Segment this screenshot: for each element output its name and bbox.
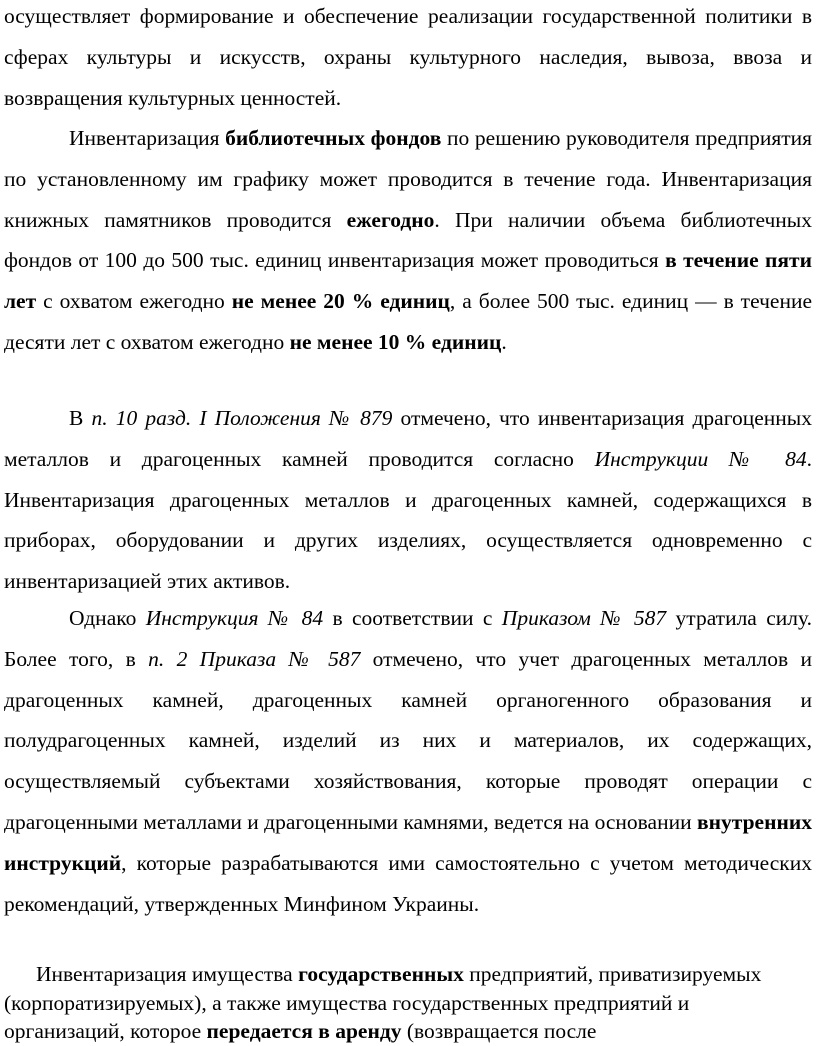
bold-text: в течение пяти лет xyxy=(4,248,812,314)
text: . Инвентаризация драгоценных металлов и драгоценных камней, содержащихся в приборах, оборудовании и других изделиях, осуществляется одновременно с инвентаризацией этих активов. xyxy=(4,446,813,594)
text: Инвентаризация имущества xyxy=(36,962,299,986)
italic-reference: п. 2 Приказа № 587 xyxy=(148,646,361,671)
text: (возвращается после xyxy=(401,1019,597,1043)
paragraph-4 xyxy=(4,598,812,924)
text: . xyxy=(501,329,507,354)
italic-reference: Инструкция № 84 xyxy=(145,606,324,630)
italic-reference: Инструкции № 84 xyxy=(594,446,807,471)
bold-text: не менее 20 % единиц xyxy=(231,289,450,314)
italic-reference: Приказом № 587 xyxy=(501,606,667,630)
text: . При наличии объема библиотечных фондов от 100 до 500 тыс. единиц инвентаризация может проводиться xyxy=(4,207,812,273)
text: В xyxy=(69,406,92,430)
text: Однако xyxy=(69,606,146,630)
bold-text: библиотечных фондов xyxy=(225,126,442,150)
text: по решению руководителя предприятия по установленному им графику может проводится в течение года. Инвентаризация книжных памятников проводится xyxy=(4,126,813,232)
paragraph-2 xyxy=(4,118,812,363)
paragraph-5 xyxy=(4,960,812,1046)
bold-text: ежегодно xyxy=(346,207,435,232)
text: , которые разрабатываются ими самостоятельно с учетом методических рекомендаций, утвержденных Минфином Украины. xyxy=(4,850,812,916)
text: Инвентаризация xyxy=(69,126,226,150)
bold-text: не менее 10 % единиц xyxy=(289,329,502,354)
text: предприятий, приватизируемых (корпоратизируемых), а также имущества государственных предприятий и организаций, которое xyxy=(4,962,762,1043)
text: отмечено, что инвентаризация драгоценных металлов и драгоценных камней проводится согласно xyxy=(4,406,812,471)
text: с охватом ежегодно xyxy=(36,289,232,314)
text: , а более 500 тыс. единиц — в течение десяти лет с охватом ежегодно xyxy=(4,289,812,354)
paragraph-1 xyxy=(4,0,812,118)
bold-text: передается в аренду xyxy=(206,1019,402,1043)
italic-reference: п. 10 разд. I Положения № 879 xyxy=(91,406,393,430)
bold-text: государственных xyxy=(298,962,464,986)
text: в соответствии с xyxy=(323,606,502,630)
text: утратила силу. Более того, в xyxy=(4,606,812,671)
text: осуществляет формирование и обеспечение реализации государственной политики в сферах культуры и искусств, охраны культурного наследия, вывоза, ввоза и возвращения культурных ценностей. xyxy=(4,4,812,110)
paragraph-3 xyxy=(4,398,812,602)
text: отмечено, что учет драгоценных металлов и драгоценных камней, драгоценных камней органогенного образования и полудрагоценных камней, изделий из них и материалов, их содержащих, осуществляемый субъектами хозяйствования, которые проводят операции с драгоценными металлами и драгоценными камнями, ведется на основании xyxy=(4,646,812,834)
bold-text: внутренних инструкций xyxy=(4,809,812,875)
